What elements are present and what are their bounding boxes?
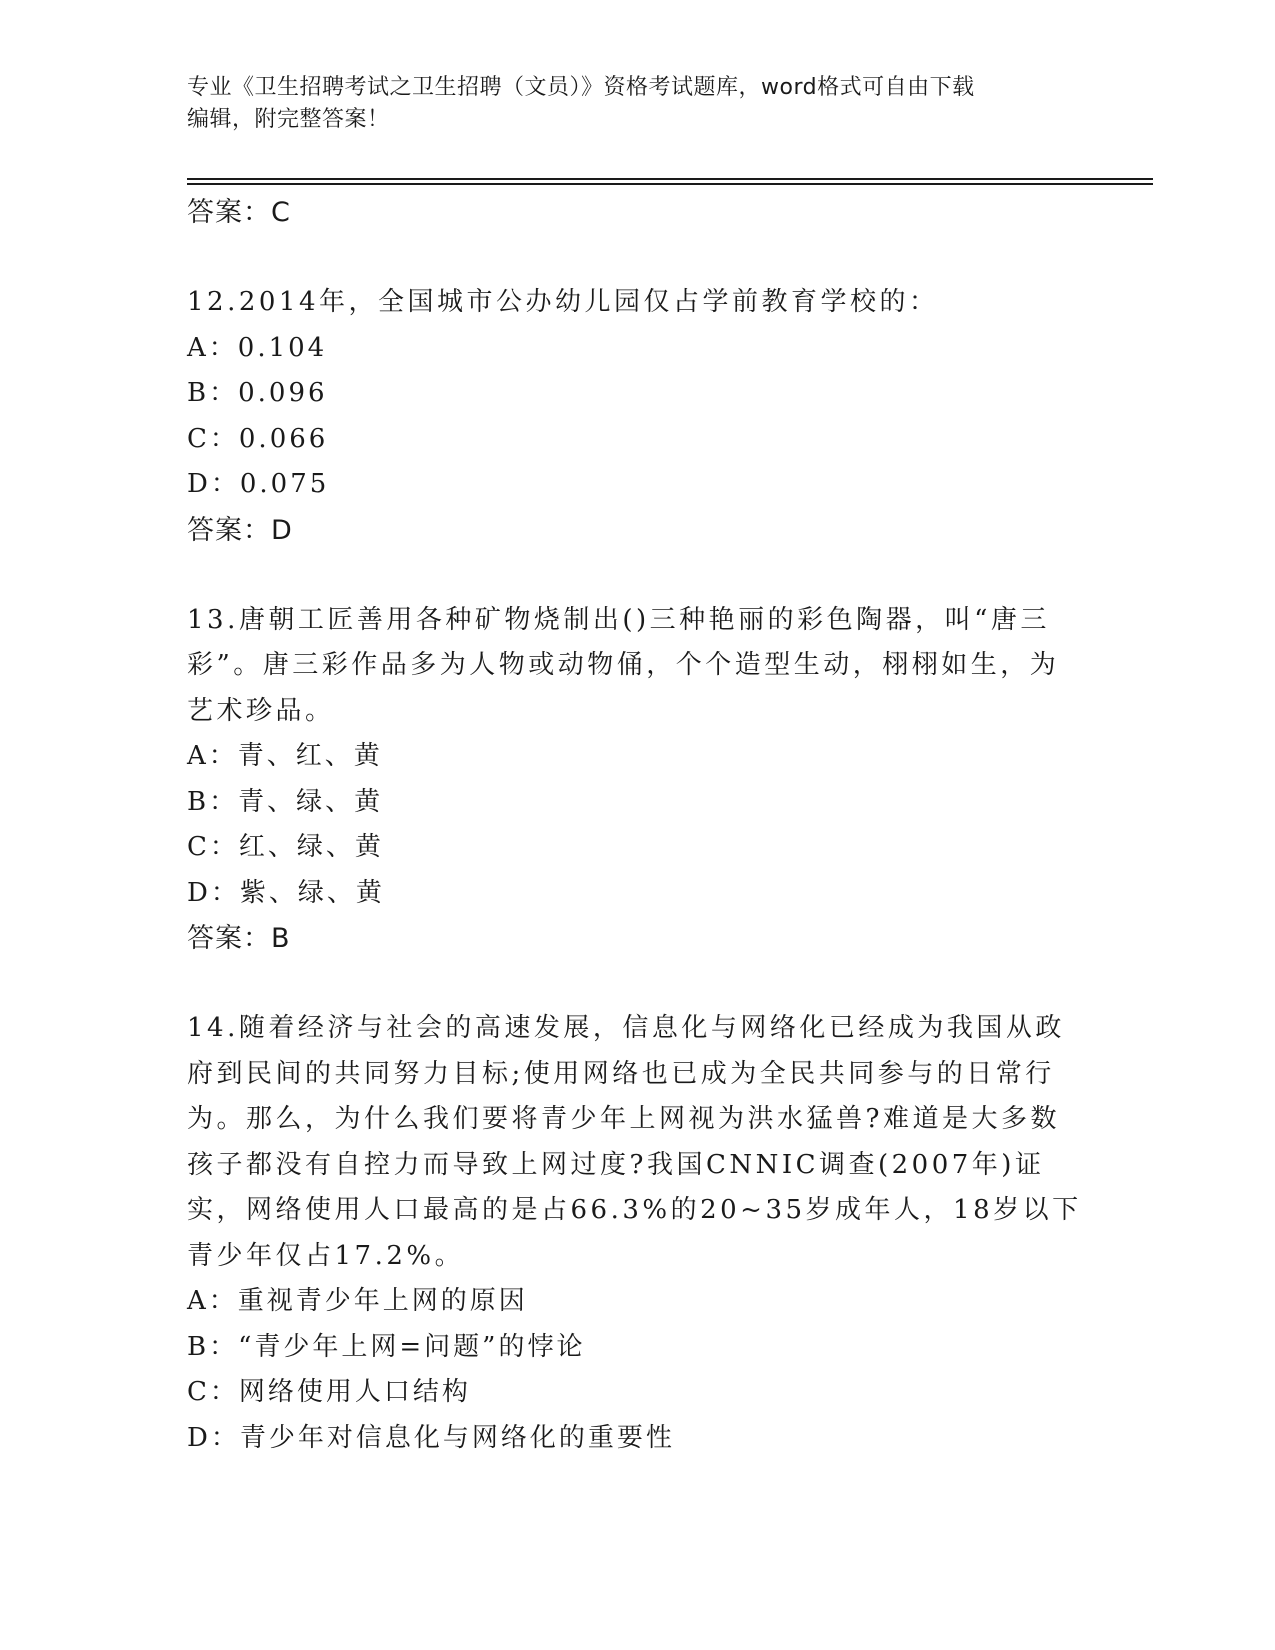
- question-stem: 12.2014年，全国城市公办幼儿园仅占学前教育学校的：: [187, 287, 939, 317]
- option-b: B：0.096: [187, 378, 328, 408]
- question-list: [187, 190, 1087, 1461]
- option-a: A：青、红、黄: [187, 741, 383, 771]
- answer-line: 答案：C: [187, 197, 291, 228]
- option-a: A：0.104: [187, 332, 328, 363]
- question-stem: 13.唐朝工匠善用各种矿物烧制出()三种艳丽的彩色陶器，叫“唐三彩”。唐三彩作品多为人物或动物俑，个个造型生动，栩栩如生，为艺术珍品。: [187, 604, 1060, 726]
- option-c: C：网络使用人口结构: [187, 1377, 471, 1407]
- header-divider-bottom: [187, 183, 1153, 185]
- answer-line: 答案：D: [187, 514, 293, 546]
- option-d: D：0.075: [187, 469, 330, 499]
- question-14: [187, 1006, 1087, 1461]
- spacer: [187, 235, 1087, 280]
- question-12: [187, 280, 1087, 553]
- header-line-2: 编辑，附完整答案！: [187, 107, 390, 132]
- option-b: B：“青少年上网=问题”的悖论: [187, 1331, 586, 1362]
- header-line-1: 专业《卫生招聘考试之卫生招聘（文员）》资格考试题库，word格式可自由下载: [187, 75, 975, 100]
- option-c: C：红、绿、黄: [187, 832, 384, 862]
- header-divider-top: [187, 178, 1153, 180]
- option-d: D：紫、绿、黄: [187, 877, 385, 908]
- question-13: [187, 598, 1087, 962]
- spacer: [187, 553, 1087, 598]
- option-d: D：青少年对信息化与网络化的重要性: [187, 1422, 675, 1453]
- answer-line: 答案：B: [187, 923, 291, 954]
- page-header: [187, 72, 1087, 136]
- question-stem: 14.随着经济与社会的高速发展，信息化与网络化已经成为我国从政府到民间的共同努力目标;使用网络也已成为全民共同参与的日常行为。那么，为什么我们要将青少年上网视为洪水猛兽?难道是大多数孩子都没有自控力而导致上网过度?我国CNNIC调查(2007年)证实，网络使用人口最高的是占66.3%的20~35岁成年人，18岁以下青少年仅占17.2%。: [187, 1013, 1082, 1271]
- spacer: [187, 961, 1087, 1006]
- option-c: C：0.066: [187, 423, 329, 454]
- option-b: B：青、绿、黄: [187, 786, 384, 817]
- option-a: A：重视青少年上网的原因: [187, 1286, 528, 1316]
